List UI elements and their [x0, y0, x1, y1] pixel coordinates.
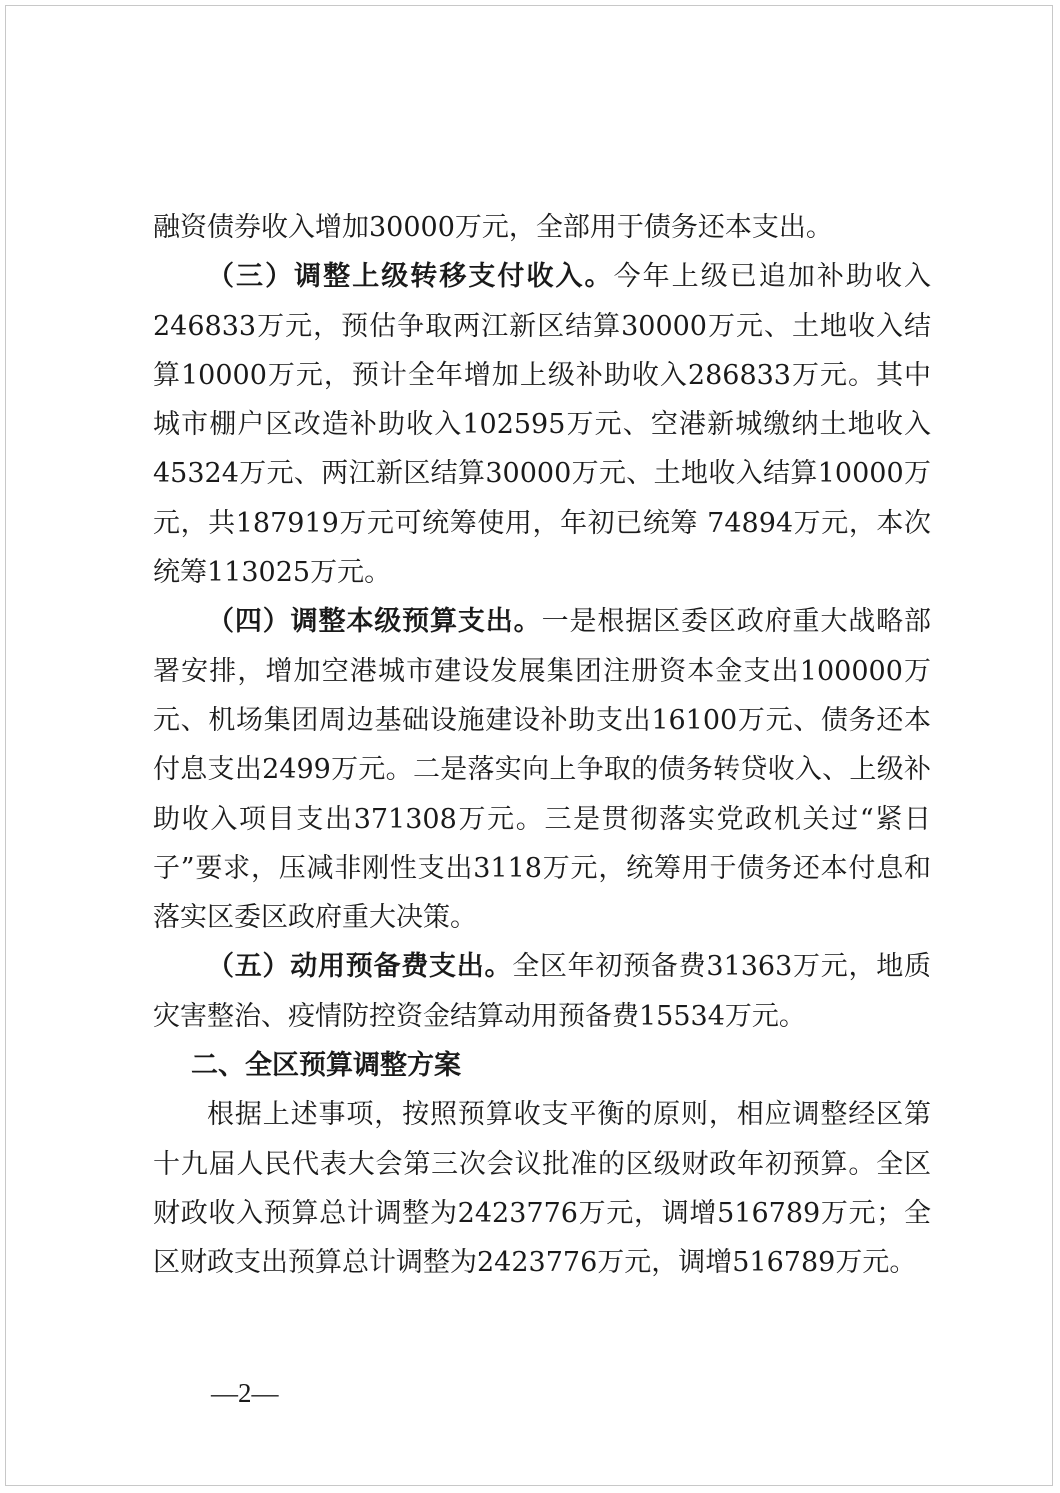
- section-4-text: 一是根据区委区政府重大战略部署安排，增加空港城市建设发展集团注册资本金支出100000万元、机场集团周边基础设施建设补助支出16100万元、债务还本付息支出2499万元。二是落实向上争取的债务转贷收入、上级补助收入项目支出371308万元。三是贯彻落实党政机关过“紧日子”要求，压减非刚性支出3118万元，统筹用于债务还本付息和落实区委区政府重大决策。: [153, 606, 932, 934]
- paragraph-section-5: [153, 942, 931, 1041]
- paragraph-continuation: 融资债券收入增加30000万元，全部用于债务还本支出。: [153, 212, 833, 243]
- paragraph-budget-plan: 根据上述事项，按照预算收支平衡的原则，相应调整经区第十九届人民代表大会第三次会议批准的区级财政年初预算。全区财政收入预算总计调整为2423776万元，调增516789万元；全区财政支出预算总计调整为2423776万元，调增516789万元。: [153, 1099, 931, 1279]
- section-heading-2: 二、全区预算调整方案: [191, 1050, 461, 1082]
- document-page: [5, 5, 1053, 1486]
- section-5-text: 全区年初预备费31363万元，地质灾害整治、疫情防控资金结算动用预备费15534万元。: [153, 951, 932, 1032]
- section-3-text: 今年上级已追加补助收入246833万元，预估争取两江新区结算30000万元、土地收入结算10000万元，预计全年增加上级补助收入286833万元。其中城市棚户区改造补助收入102595万元、空港新城缴纳土地收入45324万元、两江新区结算30000万元、土地收入结算10000万元，共187919万元可统筹使用，年初已统筹 74894万元，本次统筹113025万元。: [153, 261, 932, 589]
- section-5-lead: （五）动用预备费支出。: [207, 951, 513, 983]
- page-number: —2—: [211, 1378, 279, 1408]
- paragraph-section-3: [153, 252, 931, 597]
- document-body: [153, 203, 931, 1288]
- section-3-lead: （三）调整上级转移支付收入。: [207, 261, 614, 293]
- paragraph-section-4: [153, 597, 931, 942]
- section-4-lead: （四）调整本级预算支出。: [207, 606, 542, 638]
